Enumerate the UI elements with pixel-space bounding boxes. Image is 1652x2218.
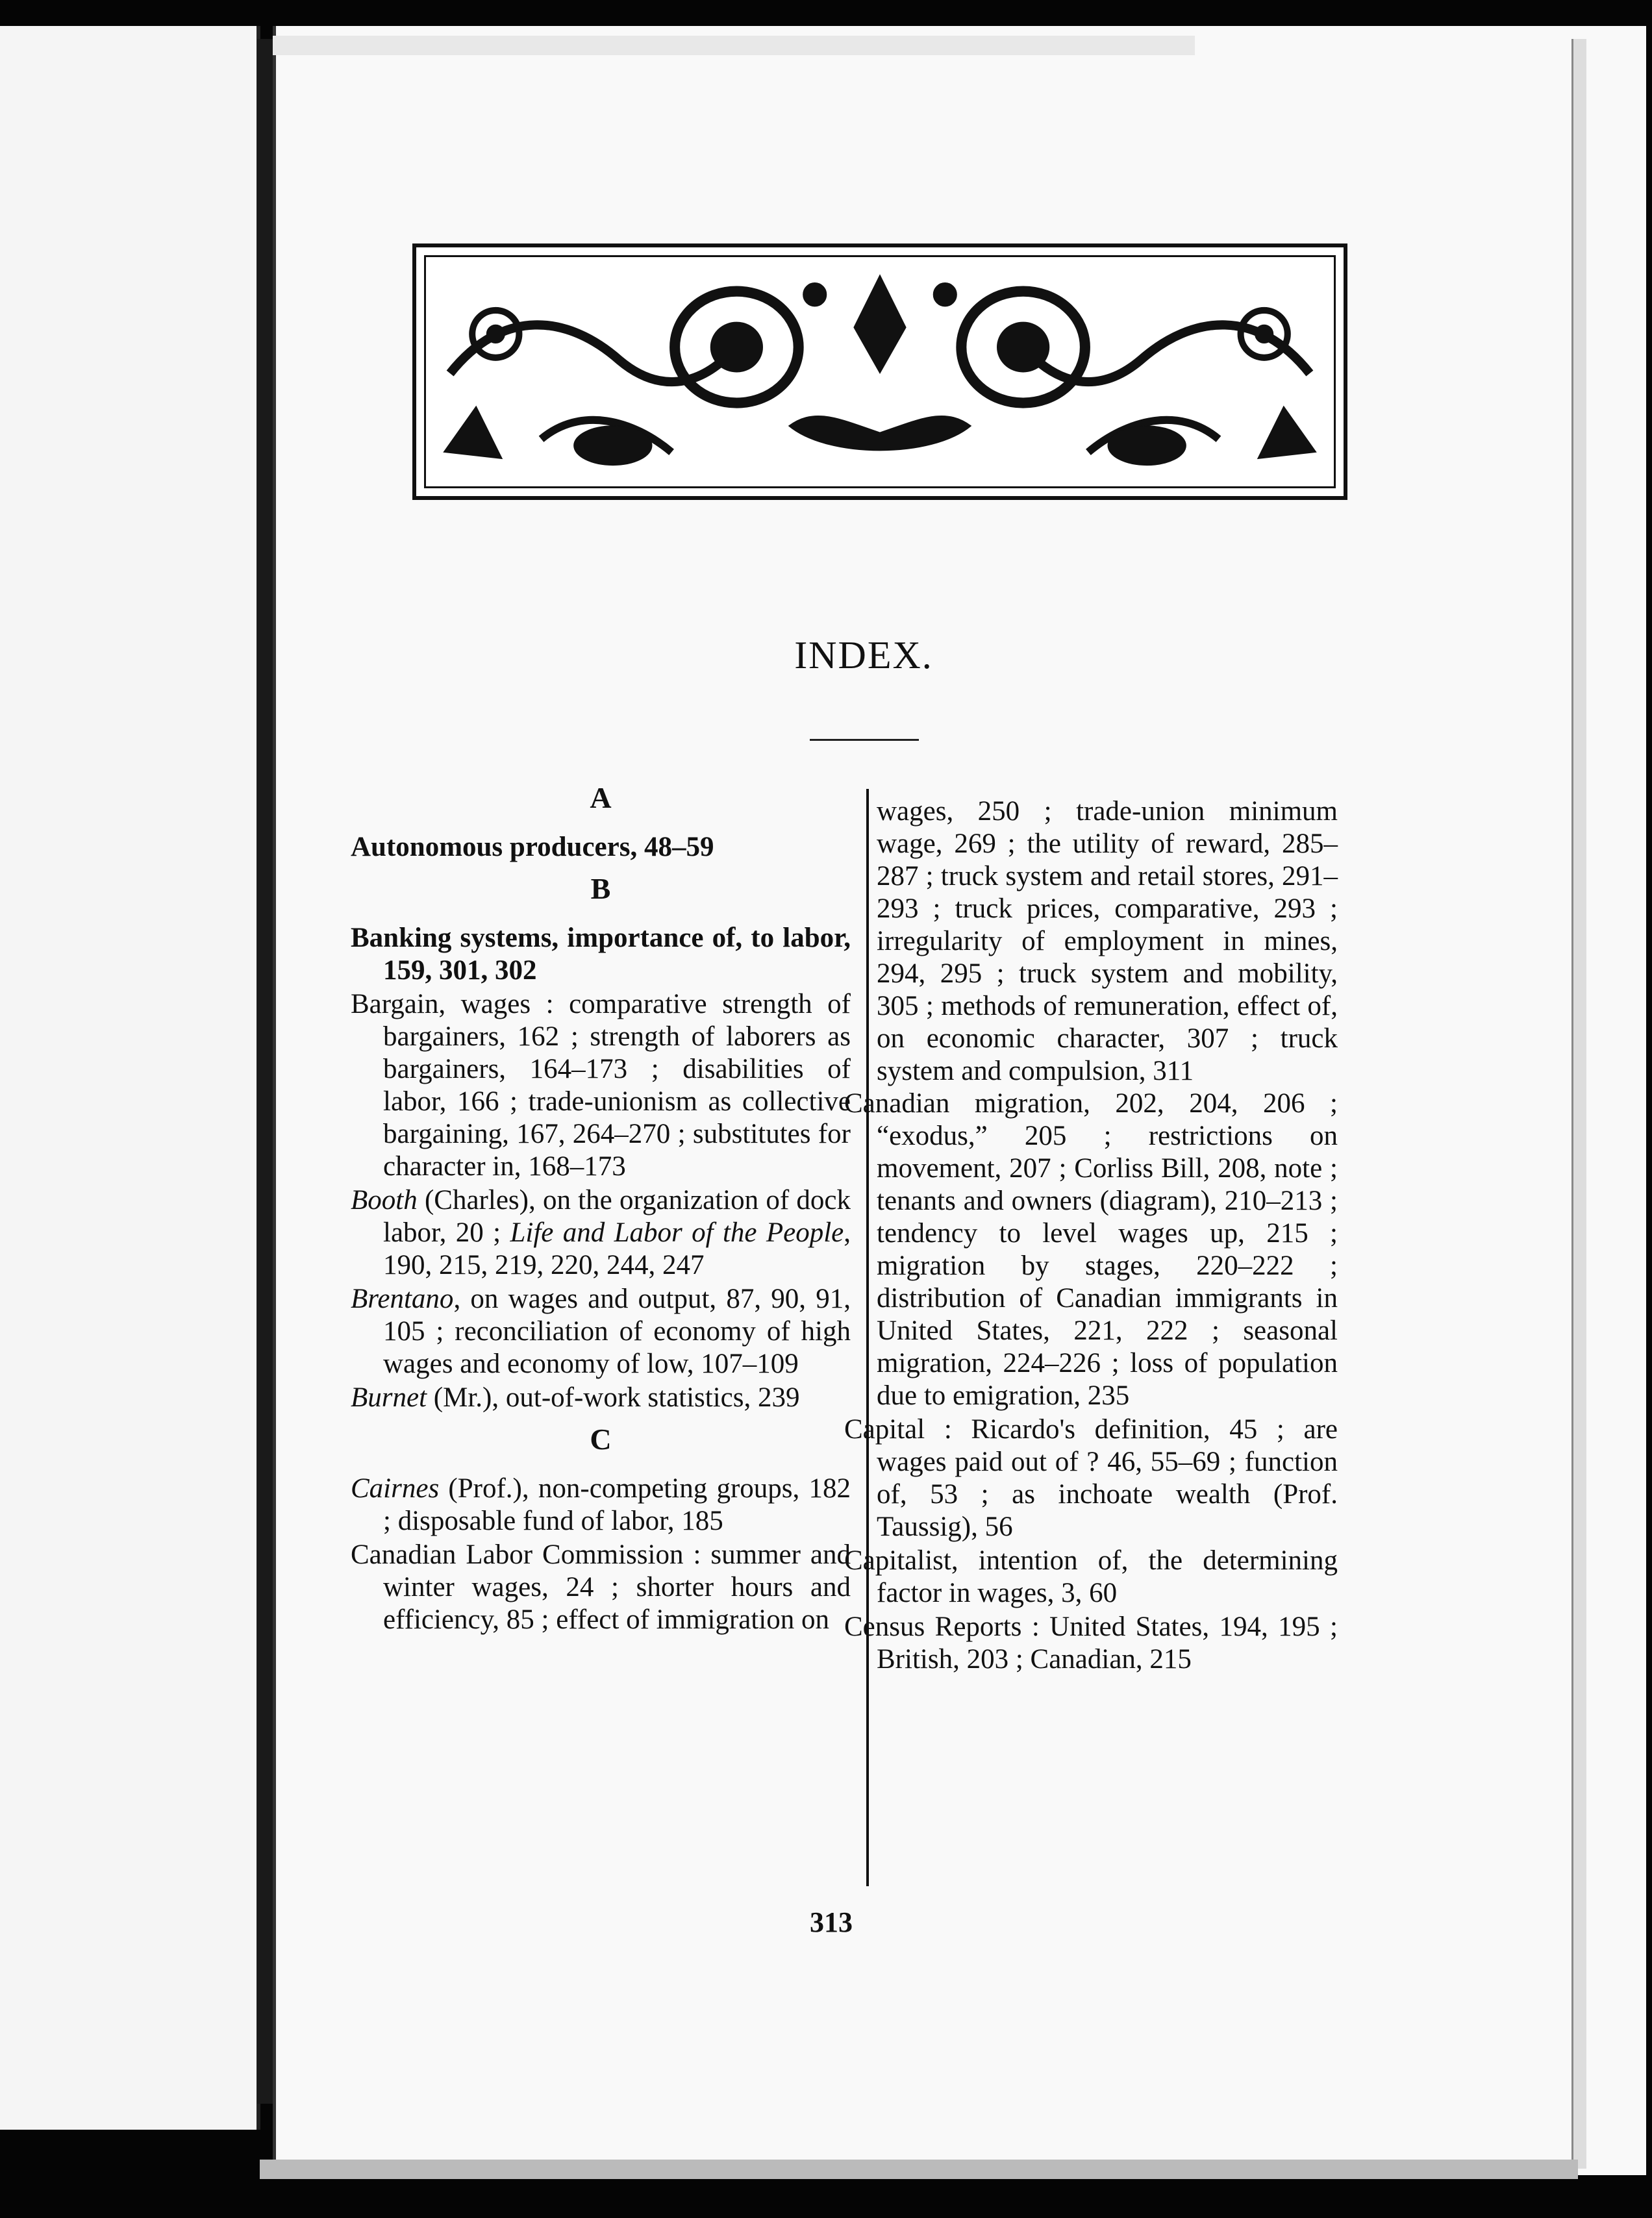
entry-text: Capitalist, intention of, the determining factor in wages, 3, 60	[844, 1545, 1338, 1608]
entry-text: Canadian Labor Commission : summer and winter wages, 24 ; shorter hours and efficiency, 85 ; effect of immigration on	[351, 1539, 851, 1635]
entry-text: , on wages and output, 87, 90, 91, 105 ; reconciliation of economy of high wages and economy of low, 107–109	[383, 1284, 851, 1379]
index-entry	[351, 1184, 851, 1282]
entry-head: Brentano	[351, 1284, 454, 1314]
title-rule	[810, 739, 919, 741]
index-entry	[351, 1473, 851, 1538]
index-entry	[844, 1088, 1338, 1412]
left-page	[0, 26, 260, 2130]
entry-text: , 190, 215, 219, 220, 244, 247	[383, 1217, 851, 1280]
index-entry	[351, 922, 851, 987]
entry-text: Census Reports : United States, 194, 195 ; British, 203 ; Canadian, 215	[844, 1612, 1338, 1675]
entry-text: wages, 250 ; trade-union minimum wage, 269 ; the utility of reward, 285–287 ; truck system and retail stores, 291–293 ; truck prices, comparative, 293 ; irregularity of employment in mines, 294, 295 ; truck system and mobility, 305 ; methods of remuneration, effect of, on economic character, 307 ; truck system and compulsion, 311	[877, 796, 1338, 1086]
section-letter-a: A	[590, 781, 612, 814]
decorative-headpiece	[412, 243, 1347, 500]
floral-ornament-icon	[424, 255, 1336, 488]
index-entry	[351, 1539, 851, 1636]
index-entry	[351, 1382, 851, 1414]
entry-text: Banking systems, importance of, to labor, 159, 301, 302	[351, 923, 851, 986]
entry-head: Booth	[351, 1185, 418, 1215]
index-entry-continuation	[844, 795, 1338, 1088]
page-gutter	[257, 39, 274, 2104]
page-right-edge	[1571, 39, 1586, 2169]
entry-text: (Prof.), non-competing groups, 182 ; disposable fund of labor, 185	[383, 1473, 851, 1536]
page-top-edge	[273, 36, 1195, 55]
entry-title: Life and Labor of the People	[510, 1217, 844, 1248]
entry-text: Canadian migration, 202, 204, 206 ; “exodus,” 205 ; restrictions on movement, 207 ; Corliss Bill, 208, note ; tenants and owners (diagram), 210–213 ; tendency to level wages up, 215 ; migration by stages, 220–222 ; distribution of Canadian immigrants in United States, 221, 222 ; seasonal migration, 224–226 ; loss of population due to emigration, 235	[844, 1088, 1338, 1411]
entry-text: Bargain, wages : comparative strength of bargainers, 162 ; strength of laborers as bargainers, 164–173 ; disabilities of labor, 166 ; trade-unionism as collective bargaining, 167, 264–270 ; substitutes for character in, 168–173	[351, 989, 851, 1182]
entry-head: Cairnes	[351, 1473, 440, 1504]
page-number: 313	[810, 1906, 853, 1938]
index-entry	[844, 1611, 1338, 1676]
entry-text: (Mr.), out-of-work statistics, 239	[427, 1382, 800, 1413]
index-column-left	[351, 773, 851, 1638]
index-entry	[351, 831, 851, 864]
entry-head: Burnet	[351, 1382, 427, 1413]
entry-text: Autonomous producers, 48–59	[351, 832, 714, 862]
index-entry	[351, 1283, 851, 1380]
page-title: INDEX.	[794, 634, 933, 677]
section-letter-b: B	[590, 872, 611, 905]
index-entry	[844, 1545, 1338, 1610]
index-column-right	[844, 795, 1338, 1677]
index-entry	[844, 1414, 1338, 1543]
index-entry	[351, 988, 851, 1183]
section-letter-c: C	[590, 1423, 612, 1456]
entry-text: Capital : Ricardo's definition, 45 ; are wages paid out of ? 46, 55–69 ; function of, 53 ; as inchoate wealth (Prof. Taussig), 56	[844, 1414, 1338, 1542]
entry-text: (Charles), on the organization of dock labor, 20 ;	[383, 1185, 851, 1248]
page-bottom-edge	[260, 2160, 1578, 2179]
